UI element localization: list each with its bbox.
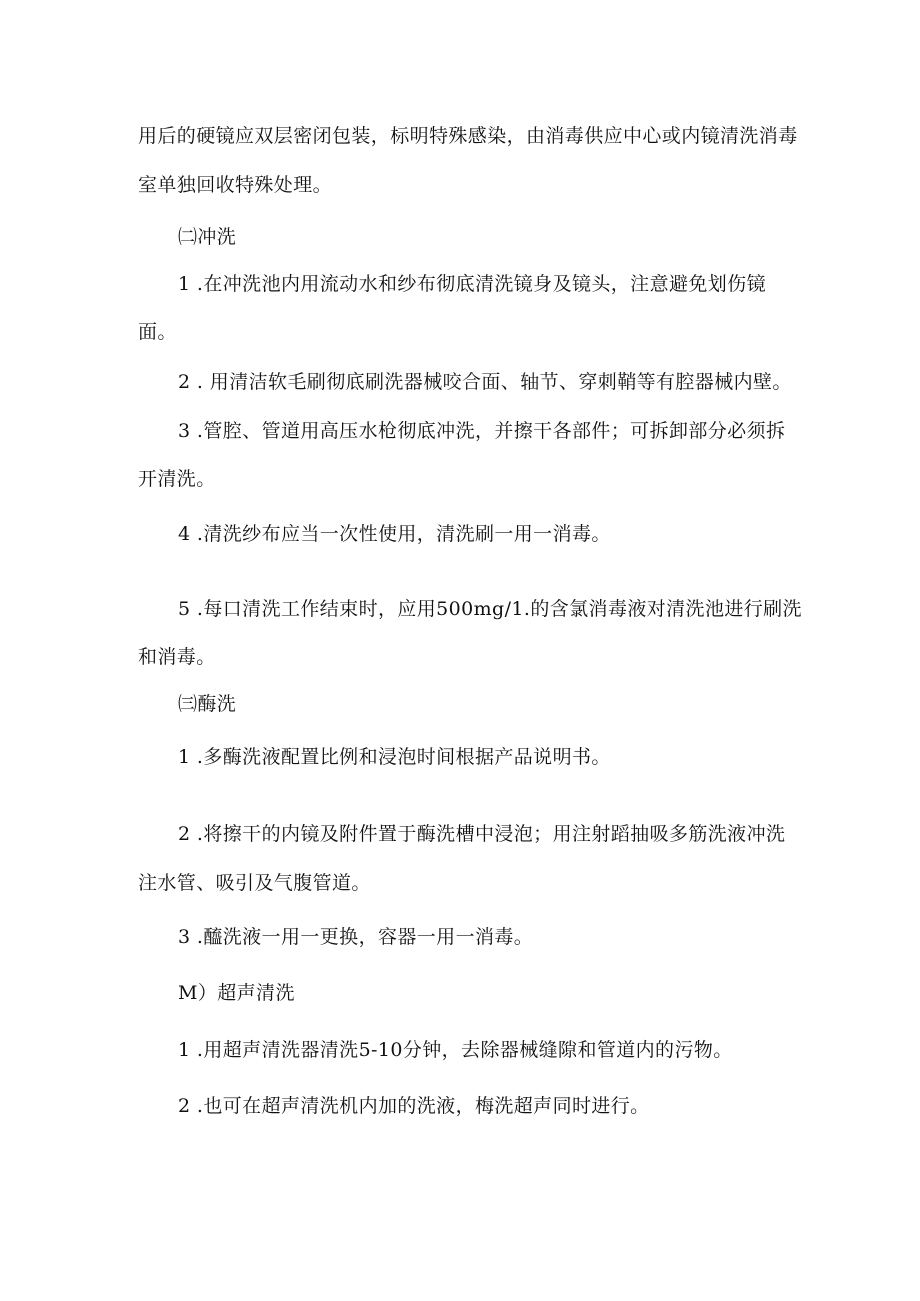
list-item: 1 .多酶洗液配置比例和浸泡时间根据产品说明书。 xyxy=(178,746,611,768)
list-item: 2 . 用清洁软毛刷彻底刷洗器械咬合面、轴节、穿刺鞘等有腔器械内壁。 xyxy=(178,371,792,393)
list-item: 2 .将擦干的内镜及附件置于酶洗槽中浸泡；用注射蹈抽吸多筋洗液冲洗 xyxy=(178,823,786,845)
list-item-continuation: 开清洗。 xyxy=(138,468,216,490)
list-item-continuation: 和消毒。 xyxy=(138,646,216,668)
list-item-continuation: 面。 xyxy=(138,321,177,343)
section-heading-rinse: ㈡冲洗 xyxy=(178,226,237,248)
list-item: 3 .管腔、管道用高压水枪彻底冲洗，并擦干各部件；可拆卸部分必须拆 xyxy=(178,420,786,442)
paragraph-line: 用后的硬镜应双层密闭包装，标明特殊感染，由消毒供应中心或内镜清洗消毒 xyxy=(138,125,798,147)
section-heading-enzyme: ㈢酶洗 xyxy=(178,693,237,715)
section-heading-ultrasonic: M）超声清洗 xyxy=(178,982,295,1004)
list-item: 4 .清洗纱布应当一次性使用，清洗刷一用一消毒。 xyxy=(178,523,611,545)
list-item: 1 .用超声清洗器清洗5-10分钟，去除器械缝隙和管道内的污物。 xyxy=(178,1039,733,1061)
list-item: 3 .醯洗液一用一更换，容器一用一消毒。 xyxy=(178,926,534,948)
paragraph-line: 室单独回收特殊处理。 xyxy=(138,174,333,196)
list-item: 2 .也可在超声清洗机内加的洗液，梅洗超声同时进行。 xyxy=(178,1095,650,1117)
list-item: 1 .在冲洗池内用流动水和纱布彻底清洗镜身及镜头，注意避免划伤镜 xyxy=(178,273,766,295)
list-item: 5 .每口清洗工作结束时，应用500mg/1.的含氯消毒液对清洗池进行刷洗 xyxy=(178,598,802,620)
list-item-continuation: 注水管、吸引及气腹管道。 xyxy=(138,872,371,894)
